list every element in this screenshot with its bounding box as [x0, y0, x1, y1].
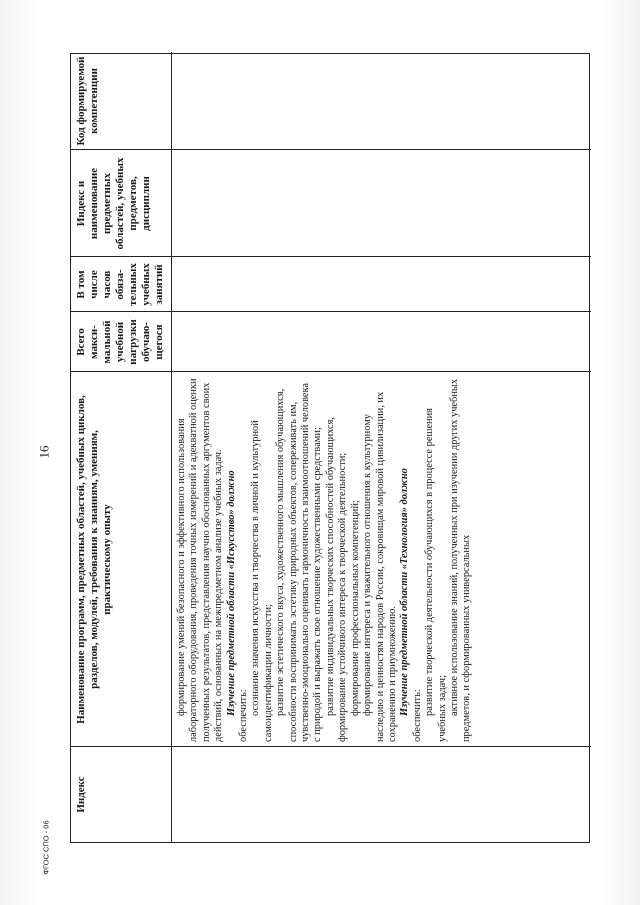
header-subject-index: Индекс и наименование предметных областей, учебных предметов, дисциплин: [75, 157, 152, 250]
footer-label: ФГОС СПО - 06: [41, 820, 51, 875]
paragraph: развитие эстетического вкуса, художественного мышления обучающихся, способности воспринимать эстетику природных объектов, сопереживать им, чувственно-эмоционально оценивать гармоничность взаимоотношений человека с природой и выражать свое отношение художественными средствами;: [275, 382, 324, 742]
paragraph: обеспечить:: [411, 689, 423, 742]
paragraph: формирование умений безопасного и эффективного использования лабораторного оборудования, проведения точных измерений и адекватной оценки полученных результатов, представления научно обоснованных аргументов своих действий, основанных на межпредметном анализе учебных задач.: [176, 378, 225, 742]
header-class-hours: В том числе часов обяза-тельных учебных занятий: [75, 263, 165, 306]
section-heading: Изучение предметной области «Технология» должно: [399, 468, 411, 716]
rotated-page: [70, 53, 590, 843]
paragraph: формирование интереса и уважительного отношения к культурному наследию и ценностям народов России, сокровищам мировой цивилизации, их сохранению и приумножению.: [362, 391, 398, 742]
paragraph: осознание значения искусства и творчества в личной и культурной самоидентификации личности;: [250, 420, 274, 742]
curriculum-table: [70, 53, 590, 843]
page-number: 16: [36, 445, 52, 459]
paragraph: развитие индивидуальных творческих способностей обучающихся, формирование устойчивого интереса к творческой деятельности;: [324, 416, 349, 742]
header-name: Наименование программ, предметных областей, учебных циклов, разделов, модулей, требования к знаниям, умениям, практическому опыту: [75, 395, 113, 724]
header-divider: [171, 52, 172, 842]
paragraph: развитие творческой деятельности обучающихся в процессе решения учебных задач;: [424, 408, 448, 742]
paragraph: обеспечить:: [238, 689, 250, 742]
paragraph: формирование профессиональных компетенций;: [349, 500, 361, 716]
header-competence-code: Код формируемой компетенции: [75, 56, 100, 146]
header-index: Индекс: [75, 776, 87, 813]
header-max-load: Всего макси-мальной учебной нагрузки обучаю-щегося: [75, 319, 165, 365]
requirements-text: [176, 376, 474, 742]
paragraph: активное использование знаний, полученных при изучении других учебных предметов, и сформированных универсальных: [448, 378, 473, 742]
section-heading: Изучение предметной области «Искусство» должно: [225, 470, 237, 716]
